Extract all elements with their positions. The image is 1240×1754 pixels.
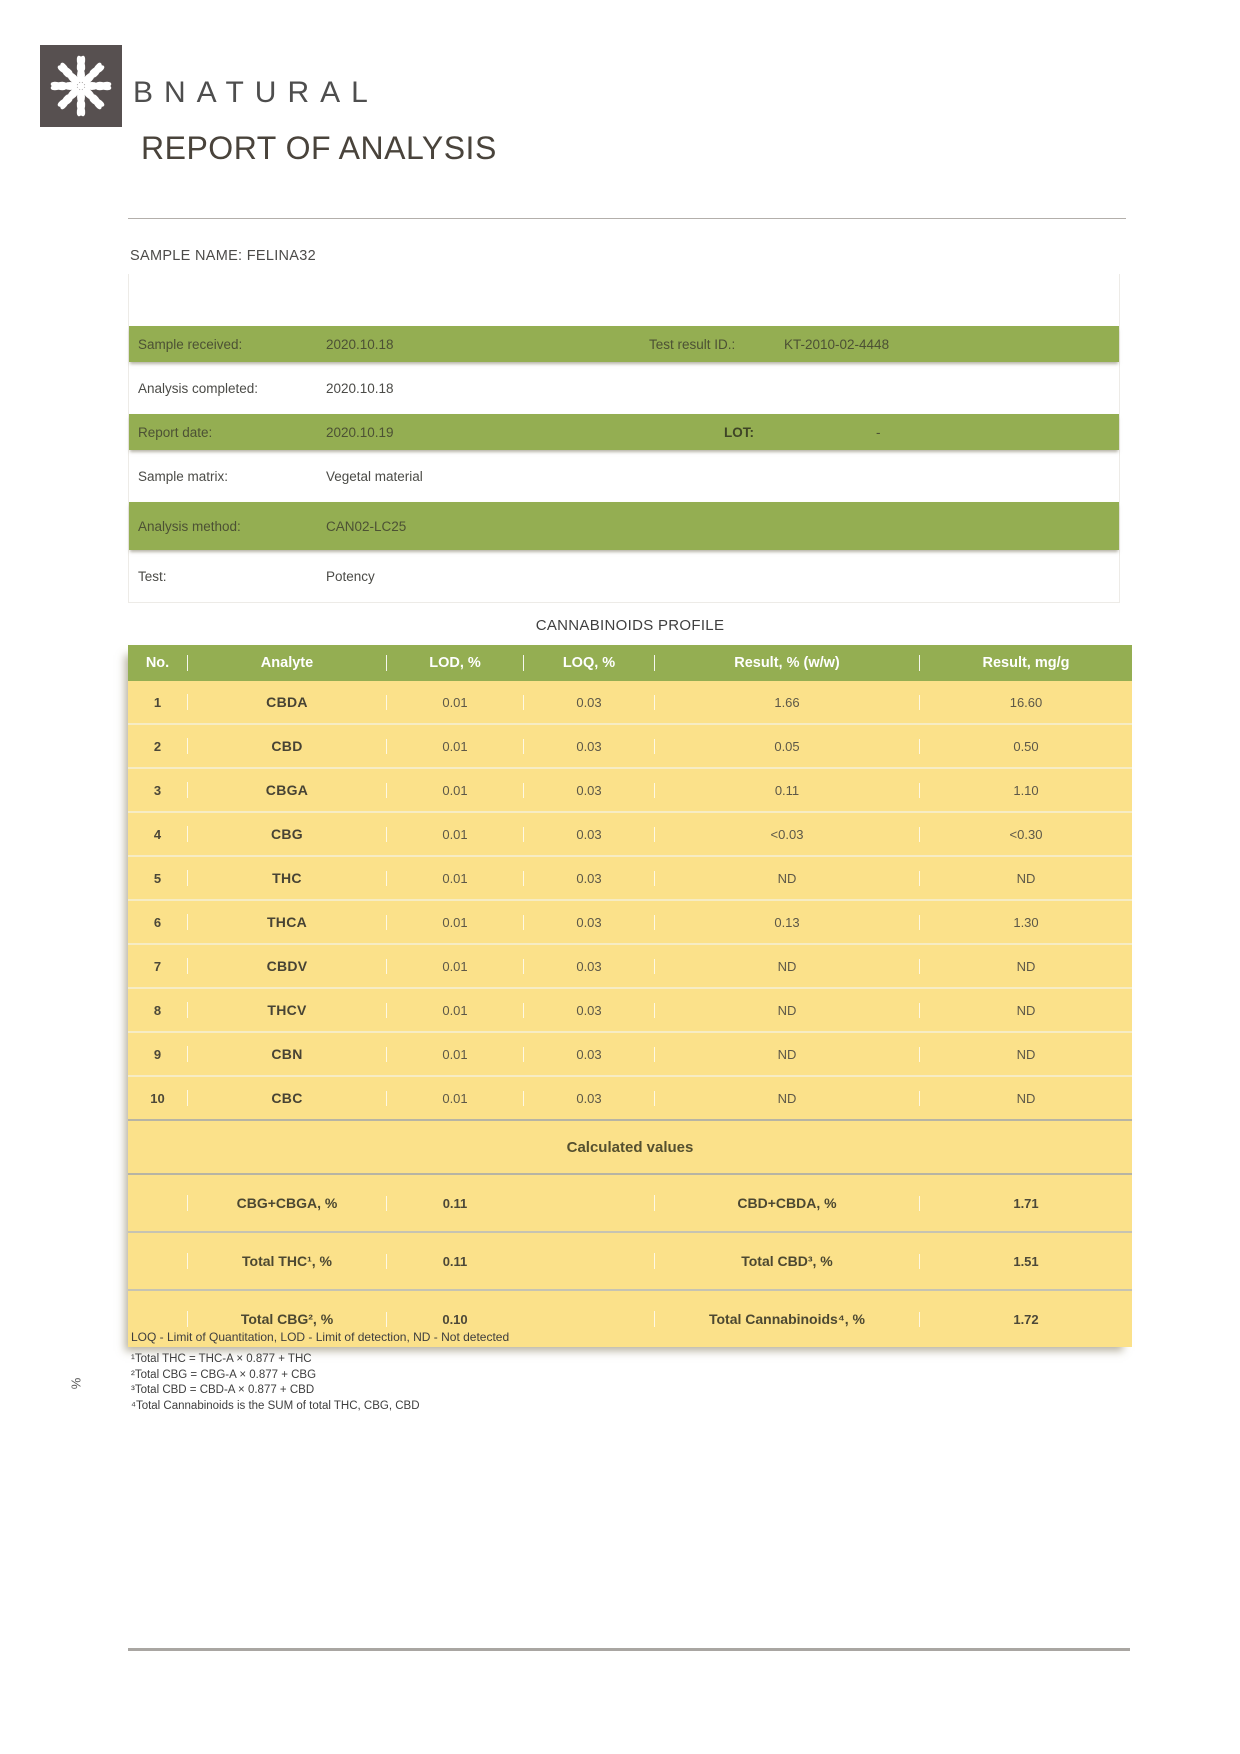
table-row [128,811,1132,855]
info-row [129,362,1119,414]
table-row [128,1075,1132,1119]
calc-right-label: Total Cannabinoids⁴, % [654,1311,919,1327]
column-header: Analyte [187,655,386,671]
cell-result-mgg: 1.30 [919,915,1132,930]
table-row [128,899,1132,943]
cell-result-mgg: 16.60 [919,695,1132,710]
info-row [129,502,1119,550]
info-label2: Test result ID.: [649,336,736,352]
info-value: CAN02-LC25 [326,518,407,534]
flower-icon [47,52,115,120]
cell-loq: 0.03 [523,783,654,798]
cell-loq: 0.03 [523,871,654,886]
cell-analyte: CBN [187,1046,386,1062]
cell-lod: 0.01 [386,1091,523,1106]
info-label: Sample received: [138,336,243,352]
column-header: Result, mg/g [919,655,1132,671]
cell-analyte: CBDA [187,694,386,710]
table-row [128,681,1132,723]
table-row [128,1031,1132,1075]
column-header: No. [145,655,170,671]
cell-analyte: THC [187,870,386,886]
calc-right-value: 1.51 [919,1254,1132,1269]
calc-right-label: CBD+CBDA, % [654,1195,919,1211]
calc-left-label: Total CBG², % [187,1311,386,1327]
column-header: LOD, % [386,655,523,671]
sample-name: SAMPLE NAME: FELINA32 [130,248,316,264]
cell-result-mgg: ND [919,1003,1132,1018]
footnote-line: ²Total CBG = CBG-A × 0.877 + CBG [131,1368,317,1381]
footnotes [131,1352,420,1414]
cell-result-pct: 1.66 [654,695,919,710]
calc-left-label: CBG+CBGA, % [187,1195,386,1211]
info-row [129,550,1119,602]
info-value: 2020.10.19 [326,424,394,440]
cell-result-mgg: 1.10 [919,783,1132,798]
cell-result-pct: ND [654,1047,919,1062]
footer-divider [128,1648,1130,1651]
column-header: Result, % (w/w) [654,655,919,671]
table-row [128,723,1132,767]
cell-analyte: THCV [187,1002,386,1018]
info-label: Analysis completed: [138,380,259,396]
cell-no: 1 [153,694,162,710]
info-label: Report date: [138,424,213,440]
footnote-line: ¹Total THC = THC-A × 0.877 + THC [131,1353,312,1365]
cell-result-mgg: 0.50 [919,739,1132,754]
column-header: LOQ, % [523,655,654,671]
cell-no: 8 [153,1002,162,1018]
table-row [128,987,1132,1031]
cell-result-pct: <0.03 [654,827,919,842]
cell-loq: 0.03 [523,1091,654,1106]
info-value2: - [876,424,881,440]
footnote-line: ³Total CBD = CBD-A × 0.877 + CBD [131,1384,315,1396]
cannabinoids-table [128,645,1132,1347]
cell-analyte: CBD [187,738,386,754]
header-divider [128,218,1126,219]
info-value2: KT-2010-02-4448 [784,336,890,352]
cell-analyte: CBG [187,826,386,842]
cell-lod: 0.01 [386,915,523,930]
cell-loq: 0.03 [523,739,654,754]
info-label2: LOT: [724,424,754,440]
calc-right-value: 1.72 [919,1312,1132,1327]
cell-loq: 0.03 [523,827,654,842]
cell-lod: 0.01 [386,695,523,710]
cell-result-mgg: ND [919,959,1132,974]
cell-no: 5 [153,870,162,886]
calc-left-value: 0.11 [386,1196,523,1211]
cell-lod: 0.01 [386,827,523,842]
cell-result-pct: ND [654,871,919,886]
calc-left-value: 0.10 [386,1312,523,1327]
info-label: Sample matrix: [138,468,229,484]
page-title: REPORT OF ANALYSIS [141,130,497,166]
cell-lod: 0.01 [386,783,523,798]
footnote-line: ⁴Total Cannabinoids is the SUM of total THC, CBG, CBD [131,1399,420,1412]
info-label: Test: [138,568,167,584]
sample-info-table [128,274,1120,603]
cell-result-mgg: ND [919,1091,1132,1106]
cell-no: 4 [153,826,162,842]
info-row [129,326,1119,362]
info-row [129,274,1119,326]
info-row [129,450,1119,502]
cell-loq: 0.03 [523,1003,654,1018]
cannabinoids-profile-title: CANNABINOIDS PROFILE [535,617,725,634]
cell-lod: 0.01 [386,959,523,974]
info-value: 2020.10.18 [326,336,394,352]
cell-no: 6 [153,914,162,930]
cell-result-mgg: ND [919,871,1132,886]
cell-result-pct: ND [654,959,919,974]
cell-result-pct: 0.13 [654,915,919,930]
cell-analyte: CBDV [187,958,386,974]
cell-result-mgg: ND [919,1047,1132,1062]
cell-result-pct: 0.05 [654,739,919,754]
cell-analyte: THCA [187,914,386,930]
cell-analyte: CBGA [187,782,386,798]
cell-loq: 0.03 [523,959,654,974]
cell-no: 2 [153,738,162,754]
cell-result-pct: 0.11 [654,783,919,798]
info-row [129,414,1119,450]
cell-no: 7 [153,958,162,974]
cell-lod: 0.01 [386,871,523,886]
calc-right-value: 1.71 [919,1196,1132,1211]
cell-analyte: CBC [187,1090,386,1106]
cell-loq: 0.03 [523,695,654,710]
cell-no: 10 [150,1090,165,1106]
cell-result-pct: ND [654,1003,919,1018]
info-label: Analysis method: [138,518,241,534]
info-value: Vegetal material [326,468,423,484]
cell-no: 9 [153,1046,162,1062]
table-header-row [128,645,1132,681]
brand-name: BNATURAL [133,76,379,109]
calculated-row [128,1231,1132,1289]
info-value: Potency [326,568,375,584]
cell-result-mgg: <0.30 [919,827,1132,842]
calculated-values-title: Calculated values [128,1119,1132,1175]
cell-lod: 0.01 [386,739,523,754]
side-percent-label: % [68,1377,84,1390]
bnatural-logo [40,45,122,127]
cell-result-pct: ND [654,1091,919,1106]
table-row [128,855,1132,899]
calc-left-value: 0.11 [386,1254,523,1269]
calculated-row [128,1175,1132,1231]
cell-loq: 0.03 [523,1047,654,1062]
cell-no: 3 [153,782,162,798]
cell-lod: 0.01 [386,1047,523,1062]
calc-right-label: Total CBD³, % [654,1253,919,1269]
legend-text: LOQ - Limit of Quantitation, LOD - Limit of detection, ND - Not detected [131,1330,510,1344]
cell-lod: 0.01 [386,1003,523,1018]
cell-loq: 0.03 [523,915,654,930]
info-value: 2020.10.18 [326,380,394,396]
table-row [128,767,1132,811]
table-row [128,943,1132,987]
calc-left-label: Total THC¹, % [187,1253,386,1269]
